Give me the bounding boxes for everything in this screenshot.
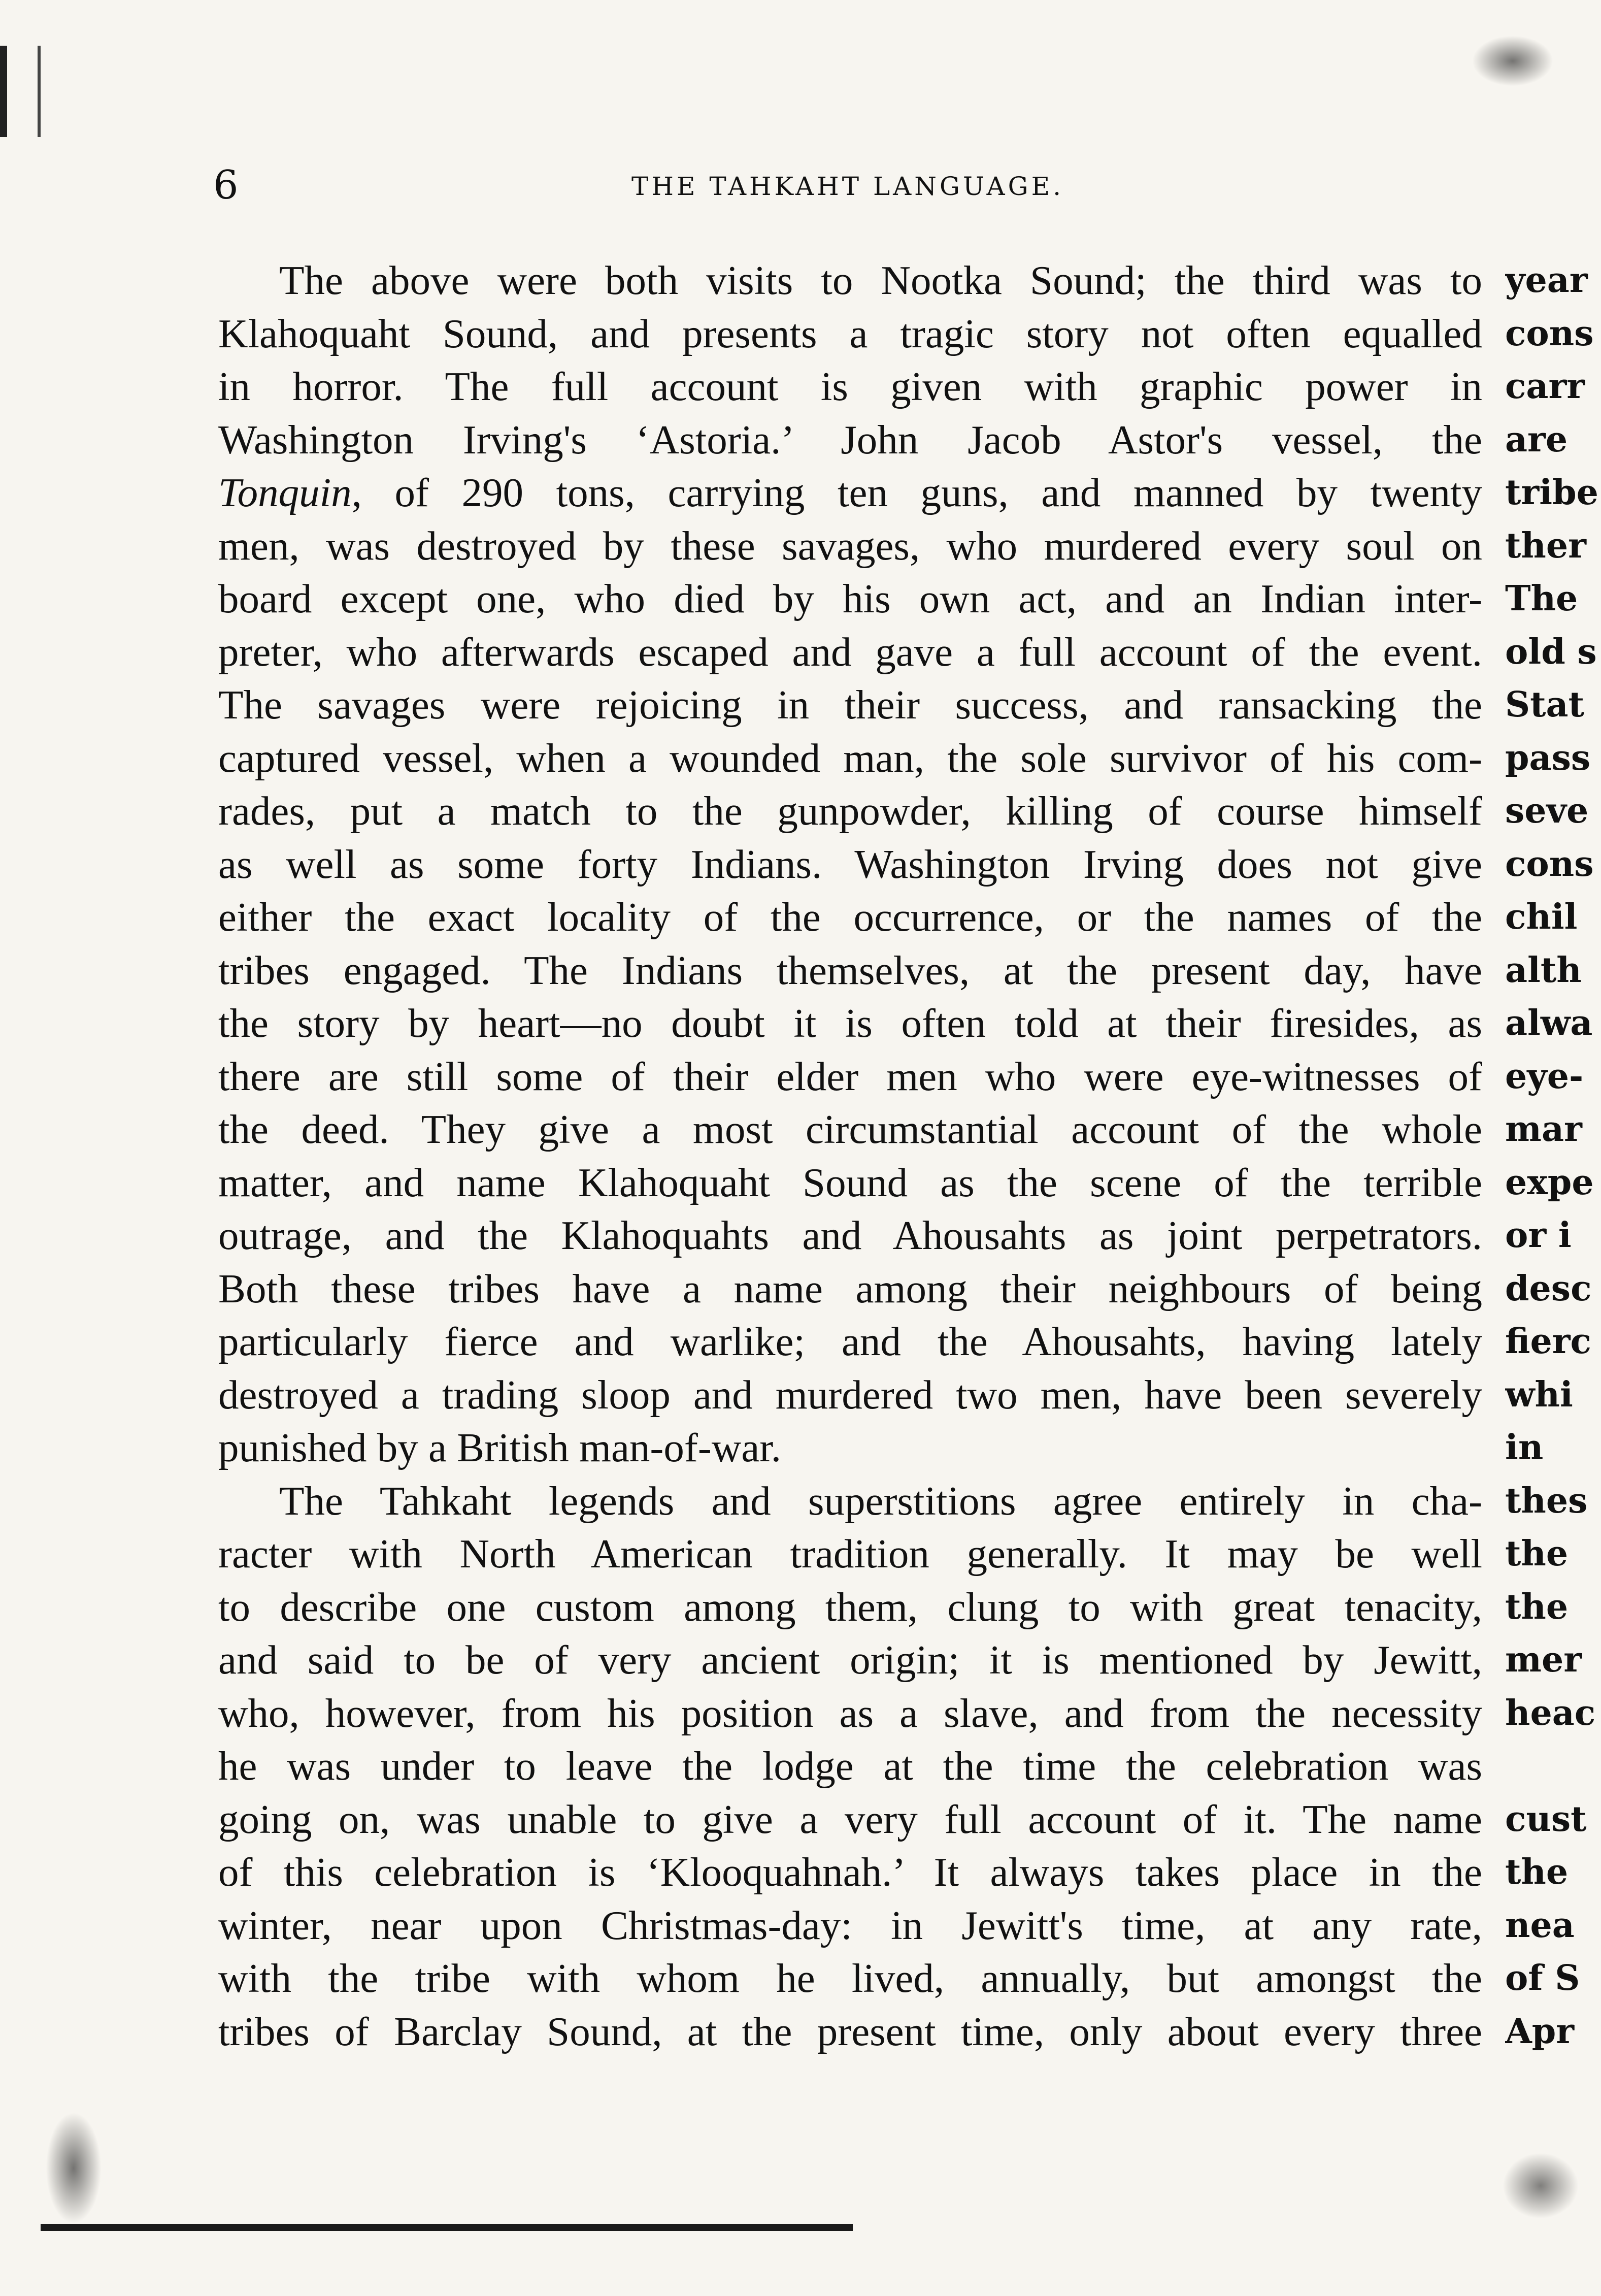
gutter-fragment: alth: [1505, 949, 1582, 991]
facing-page-gutter: [1505, 254, 1601, 2058]
text-line: Both these tribes have a name among their neighbours of being: [218, 1265, 1482, 1311]
text-line: preter, who afterwards escaped and gave a full account of the event.: [218, 629, 1482, 675]
gutter-fragment: tribe: [1505, 472, 1598, 513]
gutter-fragment: cons: [1505, 313, 1594, 354]
gutter-fragment: Apr: [1505, 2011, 1575, 2052]
gutter-fragment: alwa: [1505, 1003, 1593, 1043]
scan-edge-bottom-fragment: [792, 2224, 853, 2231]
text-line: Washington Irving's ‘Astoria.’ John Jacob Astor's vessel, the: [218, 416, 1482, 463]
gutter-fragment: the: [1505, 1533, 1569, 1574]
text-line: there are still some of their elder men who were eye-witnesses of: [218, 1053, 1482, 1099]
text-line: the deed. They give a most circumstantial account of the whole: [218, 1106, 1482, 1152]
text-line: destroyed a trading sloop and murdered two men, have been severely: [218, 1371, 1482, 1418]
gutter-fragment: the: [1505, 1586, 1569, 1627]
text-line: Tonquin, of 290 tons, carrying ten guns, and manned by twenty: [218, 470, 1482, 515]
gutter-fragment: thes: [1505, 1480, 1588, 1521]
text-line: in horror. The full account is given with graphic power in: [218, 364, 1482, 409]
text-line: of this celebration is ‘Klooquahnah.’ It always takes place in the: [218, 1849, 1482, 1895]
text-line: he was under to leave the lodge at the time the celebration was: [218, 1743, 1482, 1789]
page-number: 6: [213, 162, 239, 208]
gutter-fragment: Stat: [1505, 684, 1584, 725]
gutter-fragment: or i: [1505, 1215, 1572, 1256]
text-line: either the exact locality of the occurrence, or the names of the: [218, 894, 1482, 940]
text-line: rades, put a match to the gunpowder, killing of course himself: [218, 788, 1482, 834]
text-line: board except one, who died by his own act, and an Indian inter-: [218, 576, 1482, 621]
gutter-fragment: desc: [1505, 1268, 1592, 1309]
gutter-fragment: carr: [1505, 366, 1585, 407]
gutter-fragment: [1505, 1740, 1601, 1793]
gutter-fragment: in: [1505, 1427, 1544, 1468]
ink-smudge-top-right: [1472, 36, 1553, 86]
page-header: [213, 162, 1482, 208]
gutter-fragment: eye-: [1505, 1056, 1584, 1097]
text-line: tribes engaged. The Indians themselves, at the present day, have: [218, 947, 1482, 993]
text-line: The savages were rejoicing in their success, and ransacking the: [218, 682, 1482, 728]
gutter-fragment: year: [1505, 260, 1588, 301]
gutter-fragment: cust: [1505, 1798, 1587, 1840]
text-line: matter, and name Klahoquaht Sound as the scene of the terrible: [218, 1159, 1482, 1205]
text-line: The Tahkaht legends and superstitions agree entirely in cha-: [279, 1478, 1482, 1524]
gutter-fragment: heac: [1505, 1692, 1596, 1733]
body-text: [218, 254, 1482, 2058]
text-line: with the tribe with whom he lived, annually, but amongst the: [218, 1955, 1482, 2001]
text-line: Klahoquaht Sound, and presents a tragic story not often equalled: [218, 310, 1482, 356]
gutter-fragment: mar: [1505, 1109, 1582, 1150]
gutter-fragment: of S: [1505, 1958, 1580, 1998]
gutter-fragment: the: [1505, 1852, 1569, 1892]
gutter-fragment: mer: [1505, 1639, 1582, 1680]
text-line: particularly fierce and warlike; and the Ahousahts, having lately: [218, 1319, 1482, 1364]
text-line: going on, was unable to give a very full account of it. The name: [218, 1796, 1482, 1842]
gutter-fragment: fierc: [1505, 1321, 1591, 1362]
text-line: The above were both visits to Nootka Sound; the third was to: [279, 257, 1482, 303]
text-line: and said to be of very ancient origin; it is mentioned by Jewitt,: [218, 1637, 1482, 1683]
text-line: to describe one custom among them, clung to with great tenacity,: [218, 1584, 1482, 1630]
ink-smudge-bottom-left: [46, 2112, 102, 2224]
gutter-fragment: chil: [1505, 897, 1578, 937]
gutter-fragment: ther: [1505, 525, 1586, 566]
scan-edge-left: [0, 46, 41, 137]
text-line: outrage, and the Klahoquahts and Ahousahts as joint perpetrators.: [218, 1212, 1482, 1258]
text-line: punished by a British man-of-war.: [218, 1425, 782, 1470]
gutter-fragment: nea: [1505, 1905, 1575, 1946]
text-line: captured vessel, when a wounded man, the sole survivor of his com-: [218, 735, 1482, 781]
text-line: winter, near upon Christmas-day: in Jewitt's time, at any rate,: [218, 1902, 1482, 1948]
text-line: men, was destroyed by these savages, who murdered every soul on: [218, 522, 1482, 569]
gutter-fragment: whi: [1505, 1374, 1573, 1415]
gutter-fragment: The: [1505, 578, 1578, 619]
text-line: the story by heart—no doubt it is often told at their firesides, as: [218, 1000, 1482, 1046]
text-line: racter with North American tradition generally. It may be well: [218, 1531, 1482, 1577]
ink-smudge-bottom-right: [1503, 2153, 1579, 2219]
running-head: THE TAHKAHT LANGUAGE.: [631, 172, 1064, 201]
gutter-fragment: old s: [1505, 631, 1597, 672]
text-line: tribes of Barclay Sound, at the present time, only about every three: [218, 2008, 1482, 2054]
gutter-fragment: are: [1505, 419, 1568, 460]
text-line: who, however, from his position as a slave, and from the necessity: [218, 1690, 1482, 1736]
gutter-fragment: expe: [1505, 1162, 1594, 1203]
gutter-fragment: seve: [1505, 791, 1589, 831]
gutter-fragment: pass: [1505, 737, 1591, 778]
gutter-fragment: cons: [1505, 843, 1594, 884]
scan-edge-bottom: [41, 2224, 802, 2231]
text-line: as well as some forty Indians. Washington Irving does not give: [218, 841, 1482, 887]
